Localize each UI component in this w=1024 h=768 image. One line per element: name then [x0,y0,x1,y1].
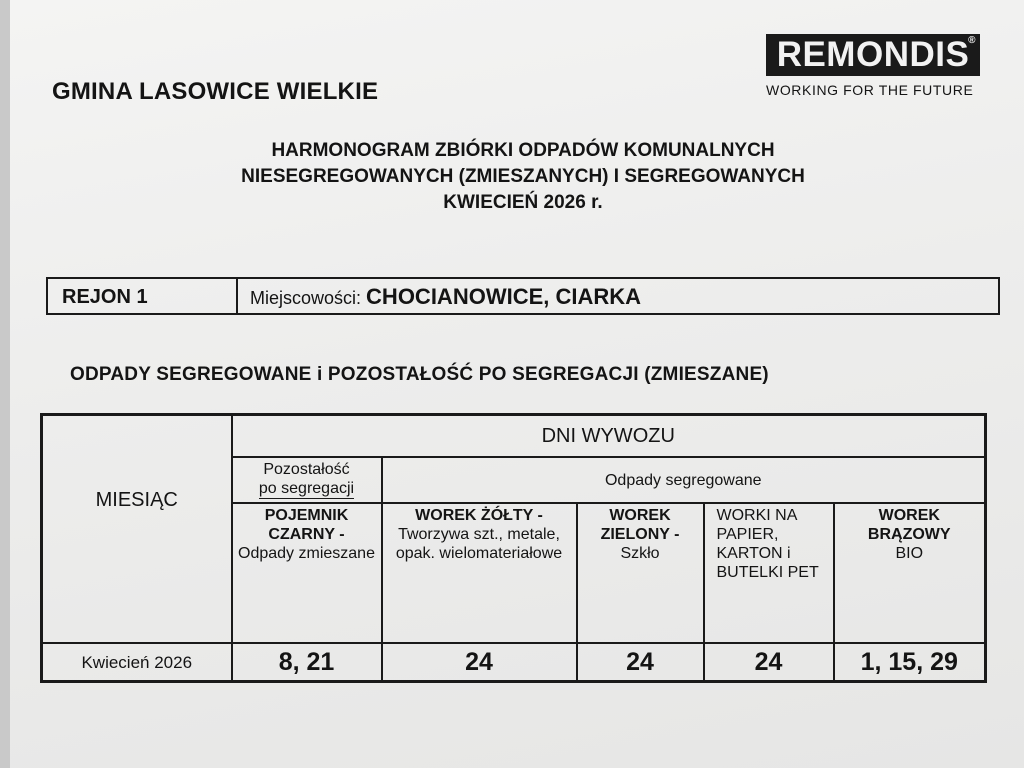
column-header-text: BIO [895,545,924,562]
schedule-title-line-3: KWIECIEŃ 2026 r. [443,192,603,213]
column-header-text: Odpady zmieszane [238,545,375,562]
residual-header-line-2: po segregacji [258,480,355,497]
column-header-text: WORKI NA PAPIER, KARTON i BUTELKI PET [716,507,819,581]
days-header: DNI WYWOZU [232,415,986,458]
row-month: Kwiecień 2026 [42,643,232,682]
municipality-name: GMINA LASOWICE WIELKIE [52,78,379,105]
column-header-bold: WOREK ZIELONY - [600,507,680,543]
collection-schedule-table [40,413,987,683]
logo-tagline: WORKING FOR THE FUTURE [766,82,974,98]
value-green-bag: 24 [577,643,704,682]
value-yellow-bag: 24 [382,643,577,682]
logo-registered-mark: ® [968,35,976,46]
column-header-bold: WOREK BRĄZOWY [867,507,951,543]
column-header-green-bag [577,503,704,643]
column-header-bold: POJEMNIK CZARNY - [264,507,349,543]
region-box [46,277,1000,315]
column-header-bold: WOREK ŻÓŁTY - [415,507,543,524]
region-localities [238,279,641,313]
localities-value: CHOCIANOWICE, CIARKA [366,284,642,309]
column-header-yellow-bag [382,503,577,643]
schedule-title-line-1: HARMONOGRAM ZBIÓRKI ODPADÓW KOMUNALNYCH [271,140,775,161]
table-row [42,643,986,682]
column-header-text: Szkło [620,545,660,562]
segregated-header: Odpady segregowane [382,457,986,503]
section-title: ODPADY SEGREGOWANE i POZOSTAŁOŚĆ PO SEGREGACJI (ZMIESZANE) [70,364,769,385]
value-paper-bags: 24 [704,643,834,682]
month-header: MIESIĄC [42,415,232,644]
residual-header-line-1: Pozostałość [263,461,350,478]
region-label: REJON 1 [48,279,238,313]
schedule-title-line-2: NIESEGREGOWANYCH (ZMIESZANYCH) I SEGREGOWANYCH [241,166,805,187]
column-header-black-bin [232,503,382,643]
localities-label: Miejscowości: [250,288,362,308]
column-header-brown-bag [834,503,986,643]
remondis-logo [766,34,980,98]
value-black-bin: 8, 21 [232,643,382,682]
column-header-text: Tworzywa szt., metale, opak. wielomateriałowe [395,526,563,562]
value-brown-bag: 1, 15, 29 [834,643,986,682]
logo-wordmark [766,34,980,76]
column-header-paper-bags [704,503,834,643]
logo-text: REMONDIS [776,35,970,74]
residual-header [232,457,382,503]
